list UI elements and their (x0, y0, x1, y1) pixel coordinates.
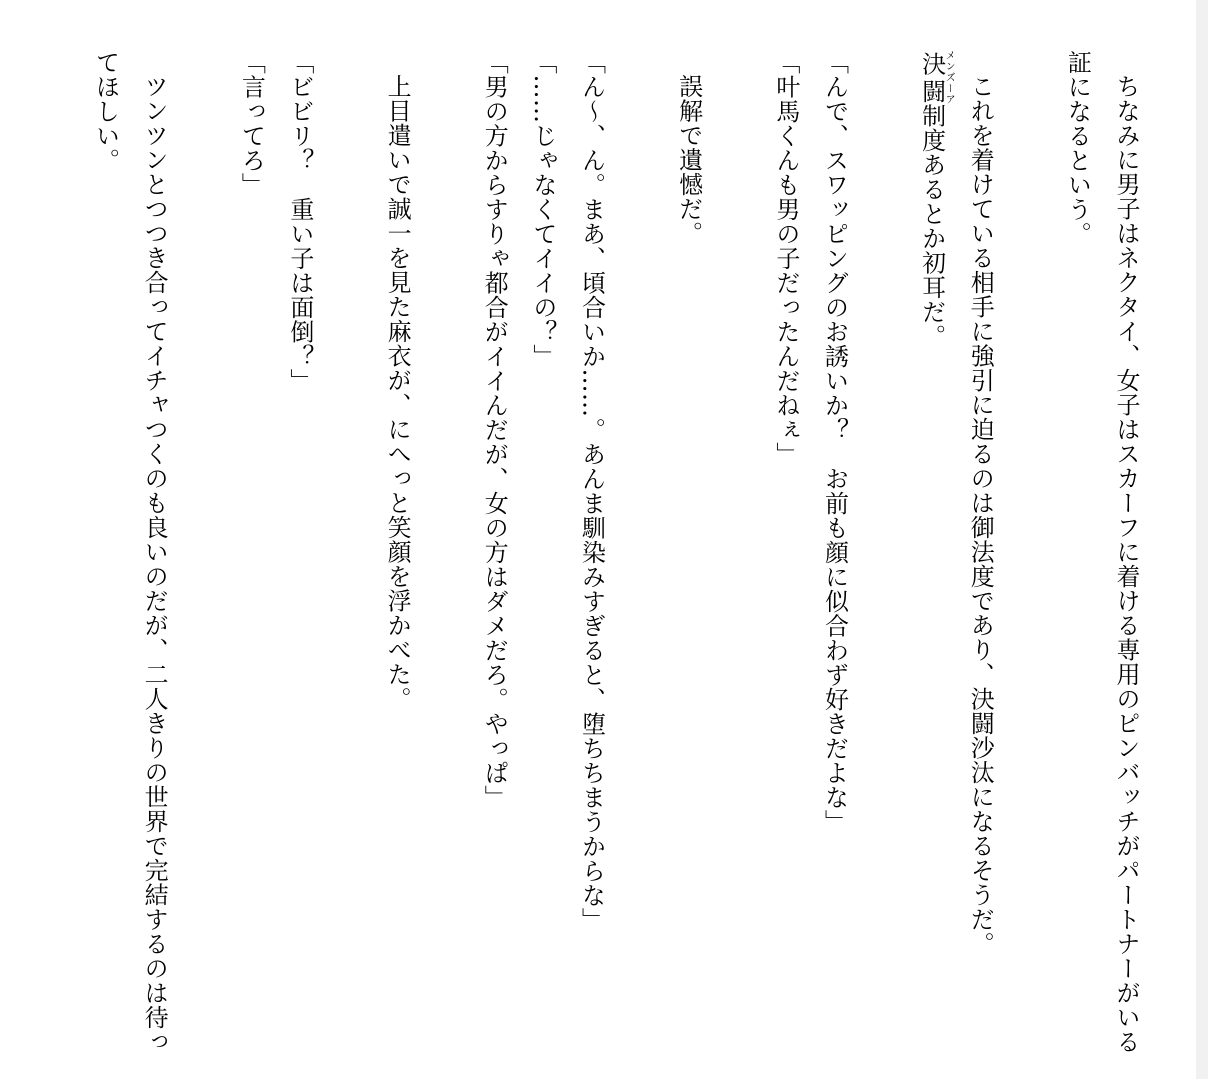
paragraph-rest: 制度あるとか初耳だ。 (917, 103, 946, 349)
blank-line (0, 50, 13, 1060)
vertical-text-page (0, 50, 1150, 1060)
paragraph-with-ruby (907, 50, 956, 1060)
blank-line (713, 50, 762, 1060)
blank-line (13, 50, 81, 1060)
dialogue-line: 「叶馬くんも男の子だったんだねぇ」 (771, 50, 800, 467)
dialogue-line: 「んで、スワッピングのお誘いか？ お前も顔に似合わず好きだよな」 (820, 50, 849, 834)
paragraph: ちなみに男子はネクタイ、女子はスカーフに着ける専用のピンバッチがパートナーがいる証になるという。 (1063, 50, 1140, 1054)
blank-line (324, 50, 373, 1060)
blank-line (858, 50, 907, 1060)
dialogue-line: 「男の方からすりゃ都合がイイんだが、女の方はダメだろ。やっぱ」 (480, 50, 509, 810)
ruby-reading: メンズーア (943, 50, 955, 105)
ruby-term (917, 50, 955, 105)
paragraph: これを着けている相手に強引に迫るのは御法度であり、決闘沙汰になるそうだ。 (966, 74, 995, 956)
blank-line (421, 50, 470, 1060)
paragraph: 誤解で遺憾だ。 (674, 74, 703, 246)
dialogue-line: 「ビビリ？ 重い子は面倒？」 (285, 50, 314, 393)
scrollbar[interactable] (1196, 0, 1208, 1079)
paragraph: ツンツンとつつき合ってイチャつくのも良いのだが、二人きりの世界で完結するのは待ってほしい。 (91, 50, 169, 1054)
blank-line (178, 50, 227, 1060)
dialogue-line: 「言ってろ」 (237, 50, 266, 197)
blank-line (615, 50, 664, 1060)
ruby-base: 決闘 (917, 50, 946, 105)
dialogue-line: 「……じゃなくてイイの？」 (528, 50, 557, 369)
blank-line (1004, 50, 1053, 1060)
dialogue-line: 「ん～、ん。まあ、頃合いか……。あんま馴染みすぎると、堕ちちまうからな」 (577, 50, 606, 932)
paragraph: 上目遣いで誠一を見た麻衣が、にへっと笑顔を浮かべた。 (383, 74, 412, 711)
